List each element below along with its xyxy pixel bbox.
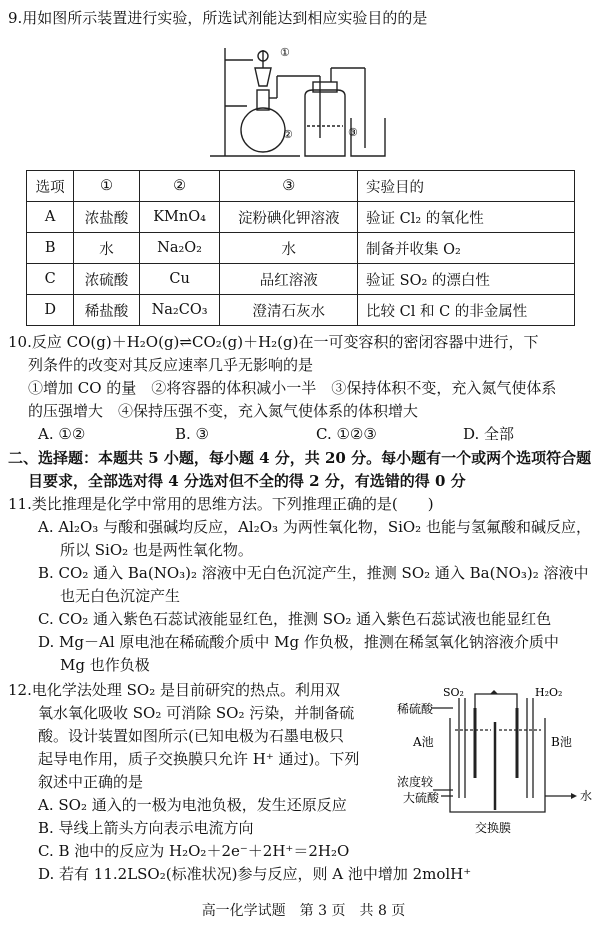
q12-label-pool-b: B池 (551, 735, 572, 749)
table-cell: A (27, 202, 74, 233)
q9-stem: 9.用如图所示装置进行实验，所选试剂能达到相应实验目的的是 (8, 9, 428, 27)
q12-label-dilute-acid: 稀硫酸 (397, 702, 434, 716)
section2-heading: 二、选择题：本题共 5 小题，每小题 4 分，共 20 分。每小题有一个或两个选项符合题 (8, 449, 592, 467)
q11-option-c: C. CO₂ 通入紫色石蕊试液能显红色，推测 SO₂ 通入紫色石蕊试液也能显红色 (38, 610, 552, 628)
table-cell: 水 (220, 233, 358, 264)
q10-line: 10.反应 CO(g)＋H₂O(g)⇌CO₂(g)＋H₂(g)在一可变容积的密闭容器中进行，下 (8, 333, 539, 351)
table-cell: 浓硫酸 (74, 264, 139, 295)
table-cell: Cu (139, 264, 220, 295)
q10-line: 列条件的改变对其反应速率几乎无影响的是 (28, 356, 314, 374)
table-cell: 澄清石灰水 (220, 295, 358, 326)
table-cell: 品红溶液 (220, 264, 358, 295)
q11-option-d-cont: Mg 也作负极 (60, 656, 150, 674)
q11-option-a: A. Al₂O₃ 与酸和强碱均反应，Al₂O₃ 为两性氧化物，SiO₂ 也能与氢氟酸和碱反应， (38, 518, 591, 536)
q12-option-c: C. B 池中的反应为 H₂O₂＋2e⁻＋2H⁺＝2H₂O (38, 842, 350, 860)
q12-stem: 12.电化学法处理 SO₂ 是目前研究的热点。利用双 (8, 681, 340, 699)
q10-line: 的压强增大 ④保持压强不变，充入氮气使体系的体积增大 (28, 402, 419, 420)
q10-option-c: C. ①②③ (316, 425, 377, 443)
q12-stem-cont: 叙述中正确的是 (38, 773, 144, 791)
table-cell: 制备并收集 O₂ (358, 233, 575, 264)
section2-heading-cont: 目要求，全部选对得 4 分选对但不全的得 2 分，有选错的得 0 分 (28, 472, 466, 490)
q9-apparatus-figure (205, 38, 405, 163)
q11-stem: 11.类比推理是化学中常用的思维方法。下列推理正确的是( ) (8, 495, 434, 513)
table-row (27, 233, 575, 264)
table-cell: 稀盐酸 (74, 295, 139, 326)
q9-label-3: ③ (348, 126, 358, 139)
q9-label-2: ② (283, 128, 293, 141)
q11-option-b: B. CO₂ 通入 Ba(NO₃)₂ 溶液中无白色沉淀产生，推测 SO₂ 通入 Ba(NO₃)₂ 溶液中 (38, 564, 589, 582)
page-footer: 高一化学试题 第 3 页 共 8 页 (201, 903, 406, 919)
table-cell: C (27, 264, 74, 295)
q12-option-a: A. SO₂ 通入的一极为电池负极，发生还原反应 (38, 796, 347, 814)
table-cell: D (27, 295, 74, 326)
q12-label-conc-1: 浓度较 (397, 775, 434, 789)
table-cell: KMnO₄ (139, 202, 220, 233)
q12-label-h2o2: H₂O₂ (535, 686, 563, 699)
q12-label-pool-a: A池 (413, 735, 434, 749)
q10-line: ①增加 CO 的量 ②将容器的体积减小一半 ③保持体积不变，充入氮气使体系 (28, 379, 557, 397)
q12-label-water: 水 (580, 789, 593, 803)
table-cell: 验证 SO₂ 的漂白性 (358, 264, 575, 295)
q10-option-d: D. 全部 (463, 425, 515, 443)
q9-options-table (26, 170, 575, 326)
q12-label-membrane: 交换膜 (475, 821, 512, 835)
q11-option-a-cont: 所以 SiO₂ 也是两性氧化物。 (60, 541, 253, 559)
q12-electrochemical-figure (395, 686, 595, 846)
q12-stem-cont: 起导电作用，质子交换膜只允许 H⁺ 通过)。下列 (38, 750, 360, 768)
table-row (27, 202, 575, 233)
q12-stem-cont: 酸。设计装置如图所示(已知电极为石墨电极只 (38, 727, 344, 745)
table-cell: B (27, 233, 74, 264)
q11-option-b-cont: 也无白色沉淀产生 (60, 587, 181, 605)
table-cell: 验证 Cl₂ 的氧化性 (358, 202, 575, 233)
q10-option-a: A. ①② (38, 425, 86, 443)
q10-option-b: B. ③ (175, 425, 210, 443)
q12-option-d: D. 若有 11.2LSO₂(标准状况)参与反应，则 A 池中增加 2molH⁺ (38, 865, 472, 883)
table-row (27, 264, 575, 295)
table-cell: 水 (74, 233, 139, 264)
table-header: ② (139, 171, 220, 202)
table-header-row (27, 171, 575, 202)
q12-stem-cont: 氧水氧化吸收 SO₂ 可消除 SO₂ 污染，并制备硫 (38, 704, 355, 722)
table-cell: 淀粉碘化钾溶液 (220, 202, 358, 233)
q12-option-b: B. 导线上箭头方向表示电流方向 (38, 819, 254, 837)
table-header: 选项 (27, 171, 74, 202)
table-cell: Na₂O₂ (139, 233, 220, 264)
q12-label-so2: SO₂ (443, 686, 464, 699)
table-cell: Na₂CO₃ (139, 295, 220, 326)
q12-label-conc-2: 大硫酸 (403, 791, 440, 805)
table-row (27, 295, 575, 326)
table-cell: 浓盐酸 (74, 202, 139, 233)
table-header: ③ (220, 171, 358, 202)
table-header: ① (74, 171, 139, 202)
table-cell: 比较 Cl 和 C 的非金属性 (358, 295, 575, 326)
q9-label-1: ① (280, 46, 290, 59)
q11-option-d: D. Mg－Al 原电池在稀硫酸介质中 Mg 作负极，推测在稀氢氧化钠溶液介质中 (38, 633, 559, 651)
table-header: 实验目的 (358, 171, 575, 202)
